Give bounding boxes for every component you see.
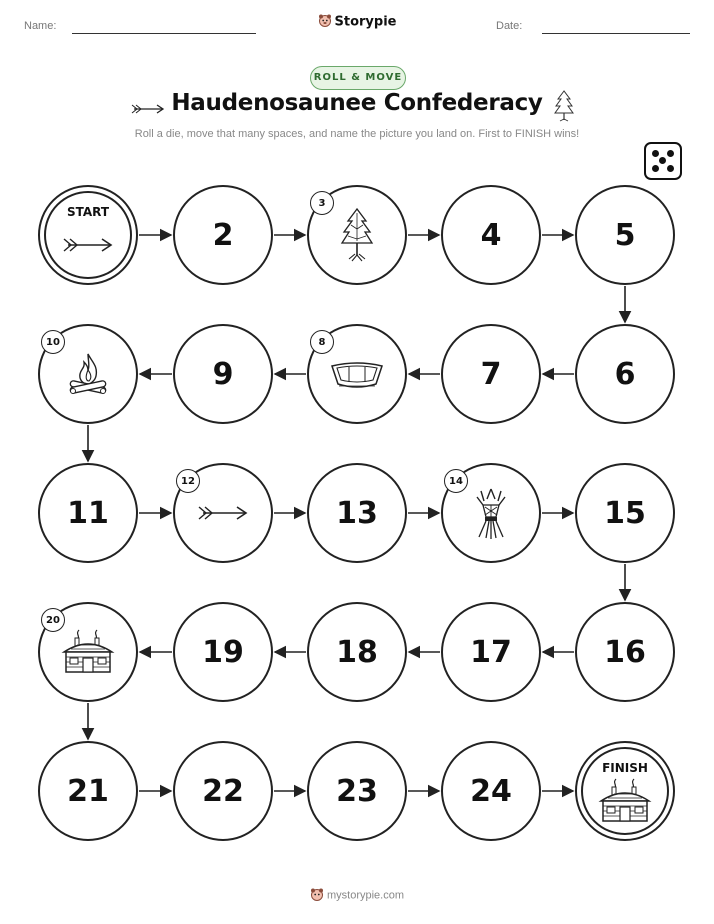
longhouse-icon xyxy=(61,628,115,680)
space-number: 13 xyxy=(336,495,378,531)
board-space-22[interactable] xyxy=(173,741,273,841)
space-number: 21 xyxy=(67,773,109,809)
space-number: 19 xyxy=(202,634,244,670)
space-number-tag: 20 xyxy=(41,608,65,632)
space-number-tag: 14 xyxy=(444,469,468,493)
space-number: 18 xyxy=(336,634,378,670)
space-number: 9 xyxy=(212,356,234,392)
page-title: Haudenosaunee Confederacy xyxy=(171,90,543,116)
space-number-tag: 10 xyxy=(41,330,65,354)
space-number-tag: 3 xyxy=(310,191,334,215)
start-label: START xyxy=(66,205,110,219)
board-space-9[interactable] xyxy=(173,324,273,424)
corn-bundle-icon xyxy=(471,485,511,545)
instructions: Roll a die, move that many spaces, and name the picture you land on. First to FINISH wins! xyxy=(134,128,580,140)
finish-space[interactable] xyxy=(575,741,675,841)
space-number: 7 xyxy=(480,356,502,392)
name-label: Name: xyxy=(24,20,57,32)
canoe-icon xyxy=(329,356,385,396)
board-space-17[interactable] xyxy=(441,602,541,702)
space-number: 4 xyxy=(480,217,502,253)
board-space-16[interactable] xyxy=(575,602,675,702)
board-space-4[interactable] xyxy=(441,185,541,285)
space-number: 24 xyxy=(470,773,512,809)
mode-badge: ROLL & MOVE xyxy=(310,66,406,90)
campfire-icon xyxy=(64,350,112,402)
finish-label: FINISH xyxy=(602,761,648,775)
space-number: 23 xyxy=(336,773,378,809)
space-number: 15 xyxy=(604,495,646,531)
space-number: 2 xyxy=(212,217,234,253)
board-space-18[interactable] xyxy=(307,602,407,702)
longhouse-icon xyxy=(598,777,652,829)
board-space-13[interactable] xyxy=(307,463,407,563)
space-number: 17 xyxy=(470,634,512,670)
start-space[interactable] xyxy=(38,185,138,285)
board-space-19[interactable] xyxy=(173,602,273,702)
space-number: 16 xyxy=(604,634,646,670)
storypie-logo-icon xyxy=(310,887,324,904)
board-space-5[interactable] xyxy=(575,185,675,285)
space-number-tag: 12 xyxy=(176,469,200,493)
footer xyxy=(0,887,714,904)
space-number: 6 xyxy=(614,356,636,392)
space-number-tag: 8 xyxy=(310,330,334,354)
board-space-11[interactable] xyxy=(38,463,138,563)
arrow-icon xyxy=(62,235,114,259)
board-space-2[interactable] xyxy=(173,185,273,285)
space-number: 5 xyxy=(614,217,636,253)
arrow-icon xyxy=(197,503,249,527)
brand-name: Storypie xyxy=(334,14,397,30)
space-number: 11 xyxy=(67,495,109,531)
pine-tree-icon xyxy=(339,207,375,267)
board-space-15[interactable] xyxy=(575,463,675,563)
board-space-24[interactable] xyxy=(441,741,541,841)
space-number: 22 xyxy=(202,773,244,809)
board-space-23[interactable] xyxy=(307,741,407,841)
footer-url: mystorypie.com xyxy=(326,889,405,902)
board-space-21[interactable] xyxy=(38,741,138,841)
board-space-7[interactable] xyxy=(441,324,541,424)
date-label: Date: xyxy=(496,20,523,32)
board-space-6[interactable] xyxy=(575,324,675,424)
